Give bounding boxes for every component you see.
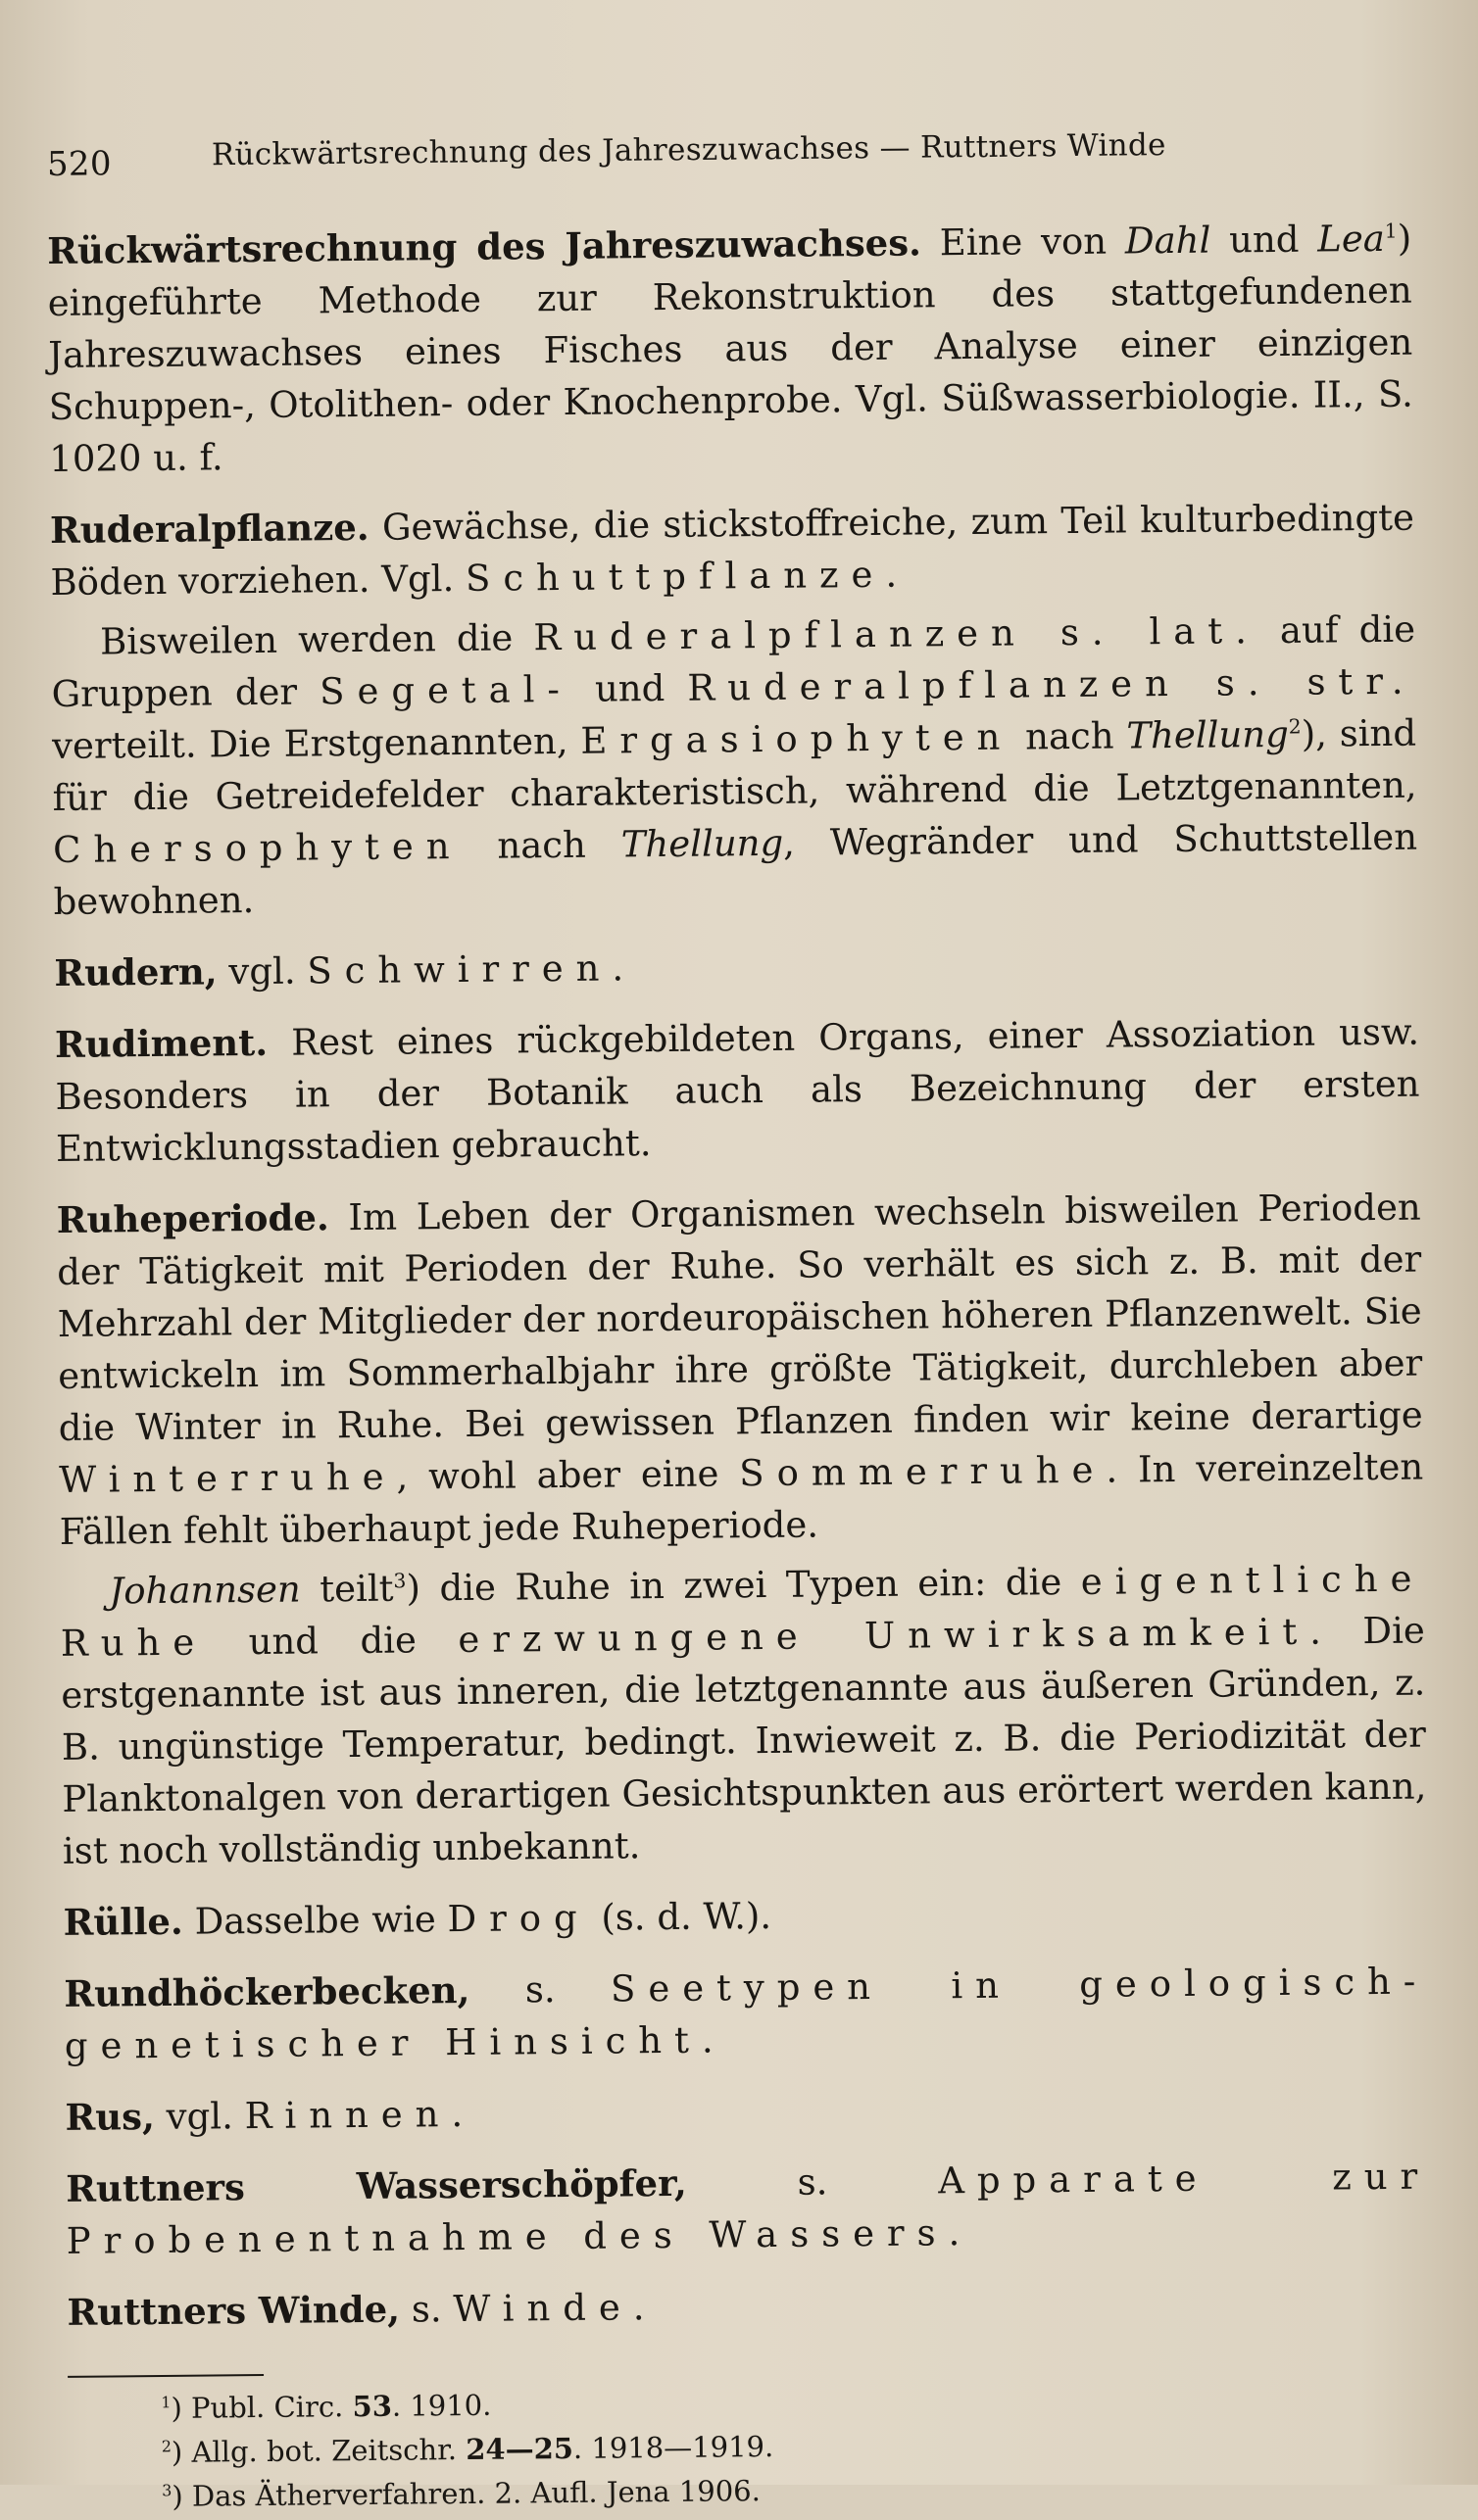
entry-text: , Wegränder und Schuttstellen bewohnen. xyxy=(53,815,1418,923)
volume-number: 53 xyxy=(352,2389,393,2424)
cross-reference: Schuttpflanze xyxy=(465,553,886,600)
spaced-term: erzwungene Unwirksamkeit xyxy=(458,1610,1310,1662)
footnote-mark: 1 xyxy=(161,2393,172,2412)
entry-text: . xyxy=(885,553,898,596)
headword: Rundhöckerbecken, xyxy=(64,1967,470,2015)
page-number: 520 xyxy=(46,144,113,184)
entry-text: . Die erstgenannte ist aus inneren, die letztgenannte aus äußeren Gründen, z. B. ungünstige Temperatur, bedingt. Inwieweit z. B. die Periodizität der Planktonalgen von derartigen Gesichtspunkten aus erörtert werden kann, ist noch vollständig unbekannt. xyxy=(61,1609,1427,1872)
footnote-ref: 1 xyxy=(1384,218,1398,243)
entry-text: . xyxy=(701,2018,714,2061)
author-name: Dahl xyxy=(1124,218,1211,263)
entry-ruderalpflanze xyxy=(50,492,1415,608)
entry-text: auf die Gruppen der xyxy=(51,607,1416,715)
spaced-term: Segetal- xyxy=(319,667,573,713)
entry-text: Dasselbe wie xyxy=(182,1898,448,1943)
entry-text: Gewächse, die stickstoffreiche, zum Teil kulturbedingte Böden vorziehen. Vgl. xyxy=(50,496,1415,604)
entry-text: . xyxy=(451,2093,464,2136)
author-name: Thellung xyxy=(620,821,784,866)
footnote-mark: 3 xyxy=(162,2481,172,2500)
entry-text: , wohl aber eine xyxy=(396,1452,740,1498)
entry-text: . xyxy=(612,946,624,990)
headword: Ruderalpflanze. xyxy=(49,505,370,552)
entry-rundhoeckerbecken xyxy=(64,1956,1429,2072)
headword: Rudiment. xyxy=(54,1020,269,1066)
cross-reference: Rinnen xyxy=(244,2093,452,2138)
running-header xyxy=(47,122,1244,194)
spaced-term: Ruderalpflanzen s. lat. xyxy=(533,609,1260,659)
entry-text: s. xyxy=(686,2159,939,2205)
spaced-term: Winterruhe xyxy=(59,1455,397,1501)
headword: Rus, xyxy=(65,2095,156,2139)
entry-text: s. xyxy=(399,2288,454,2331)
entry-text: s. xyxy=(469,1967,612,2011)
entry-text: . xyxy=(632,2286,645,2329)
cross-reference: Winde xyxy=(453,2286,633,2331)
headword: Ruttners Wasserschöpfer, xyxy=(66,2160,687,2210)
entry-text: (s. d. W.). xyxy=(589,1894,772,1939)
cross-reference: Seetypen in geologisch-genetischer Hinsicht xyxy=(64,1960,1429,2067)
entry-ruheperiode xyxy=(56,1182,1423,1558)
entry-ruheperiode-continued xyxy=(60,1553,1427,1877)
footnote-text: ) Allg. bot. Zeitschr. xyxy=(171,2433,467,2469)
entry-ruttners-wasserschoepfer xyxy=(66,2151,1431,2267)
entry-rudern xyxy=(54,935,1418,999)
headword: Rülle. xyxy=(63,1899,184,1944)
cross-reference: Schwirren xyxy=(307,946,613,993)
author-name: Johannsen xyxy=(109,1568,301,1613)
entry-text: und xyxy=(1210,218,1318,262)
footnote-text: ) Das Ätherverfahren. 2. Aufl. Jena 1906. xyxy=(172,2474,762,2513)
entry-rus xyxy=(65,2079,1429,2144)
entry-text: Eine von xyxy=(920,219,1126,265)
entry-text: nach xyxy=(1012,714,1127,758)
spaced-term: eigentliche Ruhe xyxy=(60,1557,1425,1665)
spaced-term: Chersophyten xyxy=(52,824,463,871)
entry-text: Rest eines rückgebildeten Organs, einer Assoziation usw. Besonders in der Botanik auch als Bezeichnung der ersten Entwicklungsstadien gebraucht. xyxy=(55,1010,1420,1170)
footnote-ref: 2 xyxy=(1288,714,1302,739)
entry-text: vgl. xyxy=(154,2095,245,2139)
headword: Rückwärtsrechnung des Jahreszuwachses. xyxy=(47,220,922,272)
cross-reference: Apparate zur Probenentnahme des Wassers xyxy=(66,2155,1431,2262)
headword: Ruheperiode. xyxy=(56,1195,329,1241)
spaced-term: Sommerruhe xyxy=(739,1448,1107,1495)
entry-text: ) eingeführte Methode zur Rekonstruktion des stattgefundenen Jahreszuwachses eines Fisches aus der Analyse einer einzigen Schuppen-, Otolithen- oder Knochenprobe. Vgl. Süßwasserbiologie. II., S. 1020 u. f. xyxy=(47,217,1413,480)
entry-ruelle xyxy=(63,1884,1427,1949)
entry-text: Im Leben der Organismen wechseln bisweilen Perioden der Tätigkeit mit Perioden der Ruhe. So verhält es sich z. B. mit der Mehrzahl der Mitglieder der nordeuropäischen höheren Pflanzenwelt. Sie entwickeln im Sommerhalbjahr ihre größte Tätigkeit, durchleben aber die Winter in Ruhe. Bei gewissen Pflanzen finden wir keine derartige xyxy=(57,1186,1423,1449)
entry-text: vgl. xyxy=(217,949,308,993)
cross-reference: Drog xyxy=(447,1896,590,1941)
author-name: Lea xyxy=(1317,217,1386,261)
footnote-ref: 3 xyxy=(393,1569,407,1593)
entry-text: . xyxy=(948,2211,961,2254)
footnote-rule xyxy=(68,2374,264,2378)
author-name: Thellung xyxy=(1126,712,1289,757)
spaced-term: Ergasiophyten xyxy=(580,715,1013,762)
entry-text: nach xyxy=(462,823,621,867)
footnote-text: ) Publ. Circ. xyxy=(171,2390,353,2425)
headword: Ruttners Winde, xyxy=(67,2287,401,2334)
entry-ruderalpflanze-continued xyxy=(51,604,1418,928)
entry-rudiment xyxy=(55,1006,1420,1175)
entry-rueckwaertsrechnung xyxy=(47,213,1413,485)
entry-text: Bisweilen werden die xyxy=(99,616,534,663)
entry-text: ) die Ruhe in zwei Typen ein: die xyxy=(406,1560,1081,1610)
footnote-mark: 2 xyxy=(161,2437,172,2456)
entry-text: teilt xyxy=(300,1567,394,1611)
spaced-term: Ruderalpflanzen s. str. xyxy=(687,659,1416,709)
volume-number: 24—25 xyxy=(466,2431,574,2467)
headword: Rudern, xyxy=(54,949,218,994)
entry-text: ), sind für die Getreidefelder charakteristisch, während die Letztgenannten, xyxy=(52,711,1417,819)
entry-text: . In vereinzelten Fällen fehlt überhaupt jede Ruheperiode. xyxy=(59,1445,1424,1553)
running-title: Rückwärtsrechnung des Jahreszuwachses — Ruttners Winde xyxy=(211,127,1166,173)
entry-text: verteilt. Die Erstgenannten, xyxy=(51,719,581,767)
dictionary-text xyxy=(47,213,1433,2520)
footnote-text: . 1918—1919. xyxy=(572,2429,774,2465)
footnote-text: . 1910. xyxy=(391,2388,492,2423)
entry-text: und xyxy=(571,666,688,710)
entry-text: und die xyxy=(206,1619,459,1664)
entry-ruttners-winde xyxy=(67,2274,1431,2339)
